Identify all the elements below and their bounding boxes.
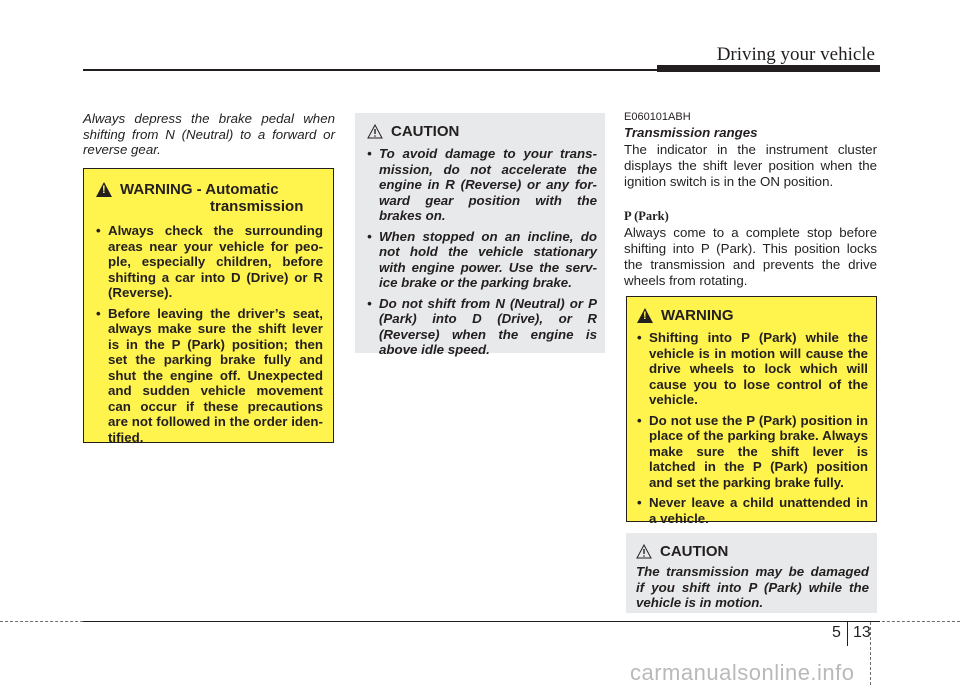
warning-title-line1: WARNING - Automatic (120, 181, 279, 198)
list-item: • Do not use the P (Park) position in place of the parking brake. Always make sure the shift lever is latched in the P (Park) position and set the parking brake fully. (637, 413, 868, 491)
caution-list (367, 146, 597, 358)
warning-title (637, 307, 868, 324)
warning-triangle-icon (637, 308, 653, 323)
section-code: E060101ABH (624, 111, 691, 123)
caution-box-middle (355, 113, 605, 357)
caution-box-park (626, 533, 877, 613)
park-label: P (Park) (624, 209, 669, 223)
warning-automatic-transmission-box (83, 168, 334, 443)
warning-park-box (626, 296, 877, 526)
caution-title (636, 543, 869, 560)
warning-triangle-icon (96, 182, 112, 197)
caution-triangle-icon (367, 124, 383, 139)
chapter-number: 5 (832, 624, 841, 641)
header-accent-bar (657, 65, 880, 72)
warning-list (96, 223, 323, 445)
list-item: • Never leave a child unattended in a vehicle. (637, 495, 868, 526)
list-item: • To avoid damage to your trans-mission, do not accelerate the engine in R (Reverse) or any for-ward gear position with the brakes on. (367, 146, 597, 224)
page-number-separator (847, 622, 848, 646)
list-item: • Always check the surrounding areas near your vehicle for peo-ple, especially children, before shifting a car into D (Drive) or R (Reverse). (96, 223, 323, 301)
warning-list (637, 330, 868, 526)
paragraph-indicator: The indicator in the instrument cluster displays the shift lever position when the ignition switch is in the ON position. (624, 142, 877, 189)
caution-body: The transmission may be damaged if you shift into P (Park) while the vehicle is in motion. (636, 564, 869, 610)
warning-title-text: WARNING (661, 307, 734, 324)
caution-title (367, 123, 597, 140)
warning-title-line2: transmission (210, 198, 304, 215)
list-item: • Before leaving the driver’s seat, always make sure the shift lever is in the P (Park) position; then set the parking brake fully and shut the engine off. Unexpected and sudden vehicle movement can occur if these precautions are not followed in the order iden-tified. (96, 306, 323, 446)
caution-title-text: CAUTION (391, 123, 460, 140)
list-item: • Do not shift from N (Neutral) or P (Park) into D (Drive), or R (Reverse) when the engine is above idle speed. (367, 296, 597, 358)
caution-triangle-icon (636, 544, 652, 559)
warning-title (96, 181, 323, 198)
page-number: 13 (853, 624, 871, 641)
caution-title-text: CAUTION (660, 543, 729, 560)
watermark: carmanualsonline.info (630, 660, 855, 685)
list-item: • When stopped on an incline, do not hold the vehicle stationary with engine power. Use the serv-ice brake or the parking brake. (367, 229, 597, 291)
paragraph-park: Always come to a complete stop before shifting into P (Park). This position locks the transmission and prevents the drive wheels from rotating. (624, 225, 877, 288)
intro-paragraph: Always depress the brake pedal when shifting from N (Neutral) to a forward or reverse gear. (83, 111, 335, 157)
footer-rule (83, 621, 880, 622)
section-title: Driving your vehicle (716, 44, 875, 65)
list-item: • Shifting into P (Park) while the vehicle is in motion will cause the drive wheels to lock which will cause you to lose control of the vehicle. (637, 330, 868, 408)
subheading: Transmission ranges (624, 125, 758, 140)
